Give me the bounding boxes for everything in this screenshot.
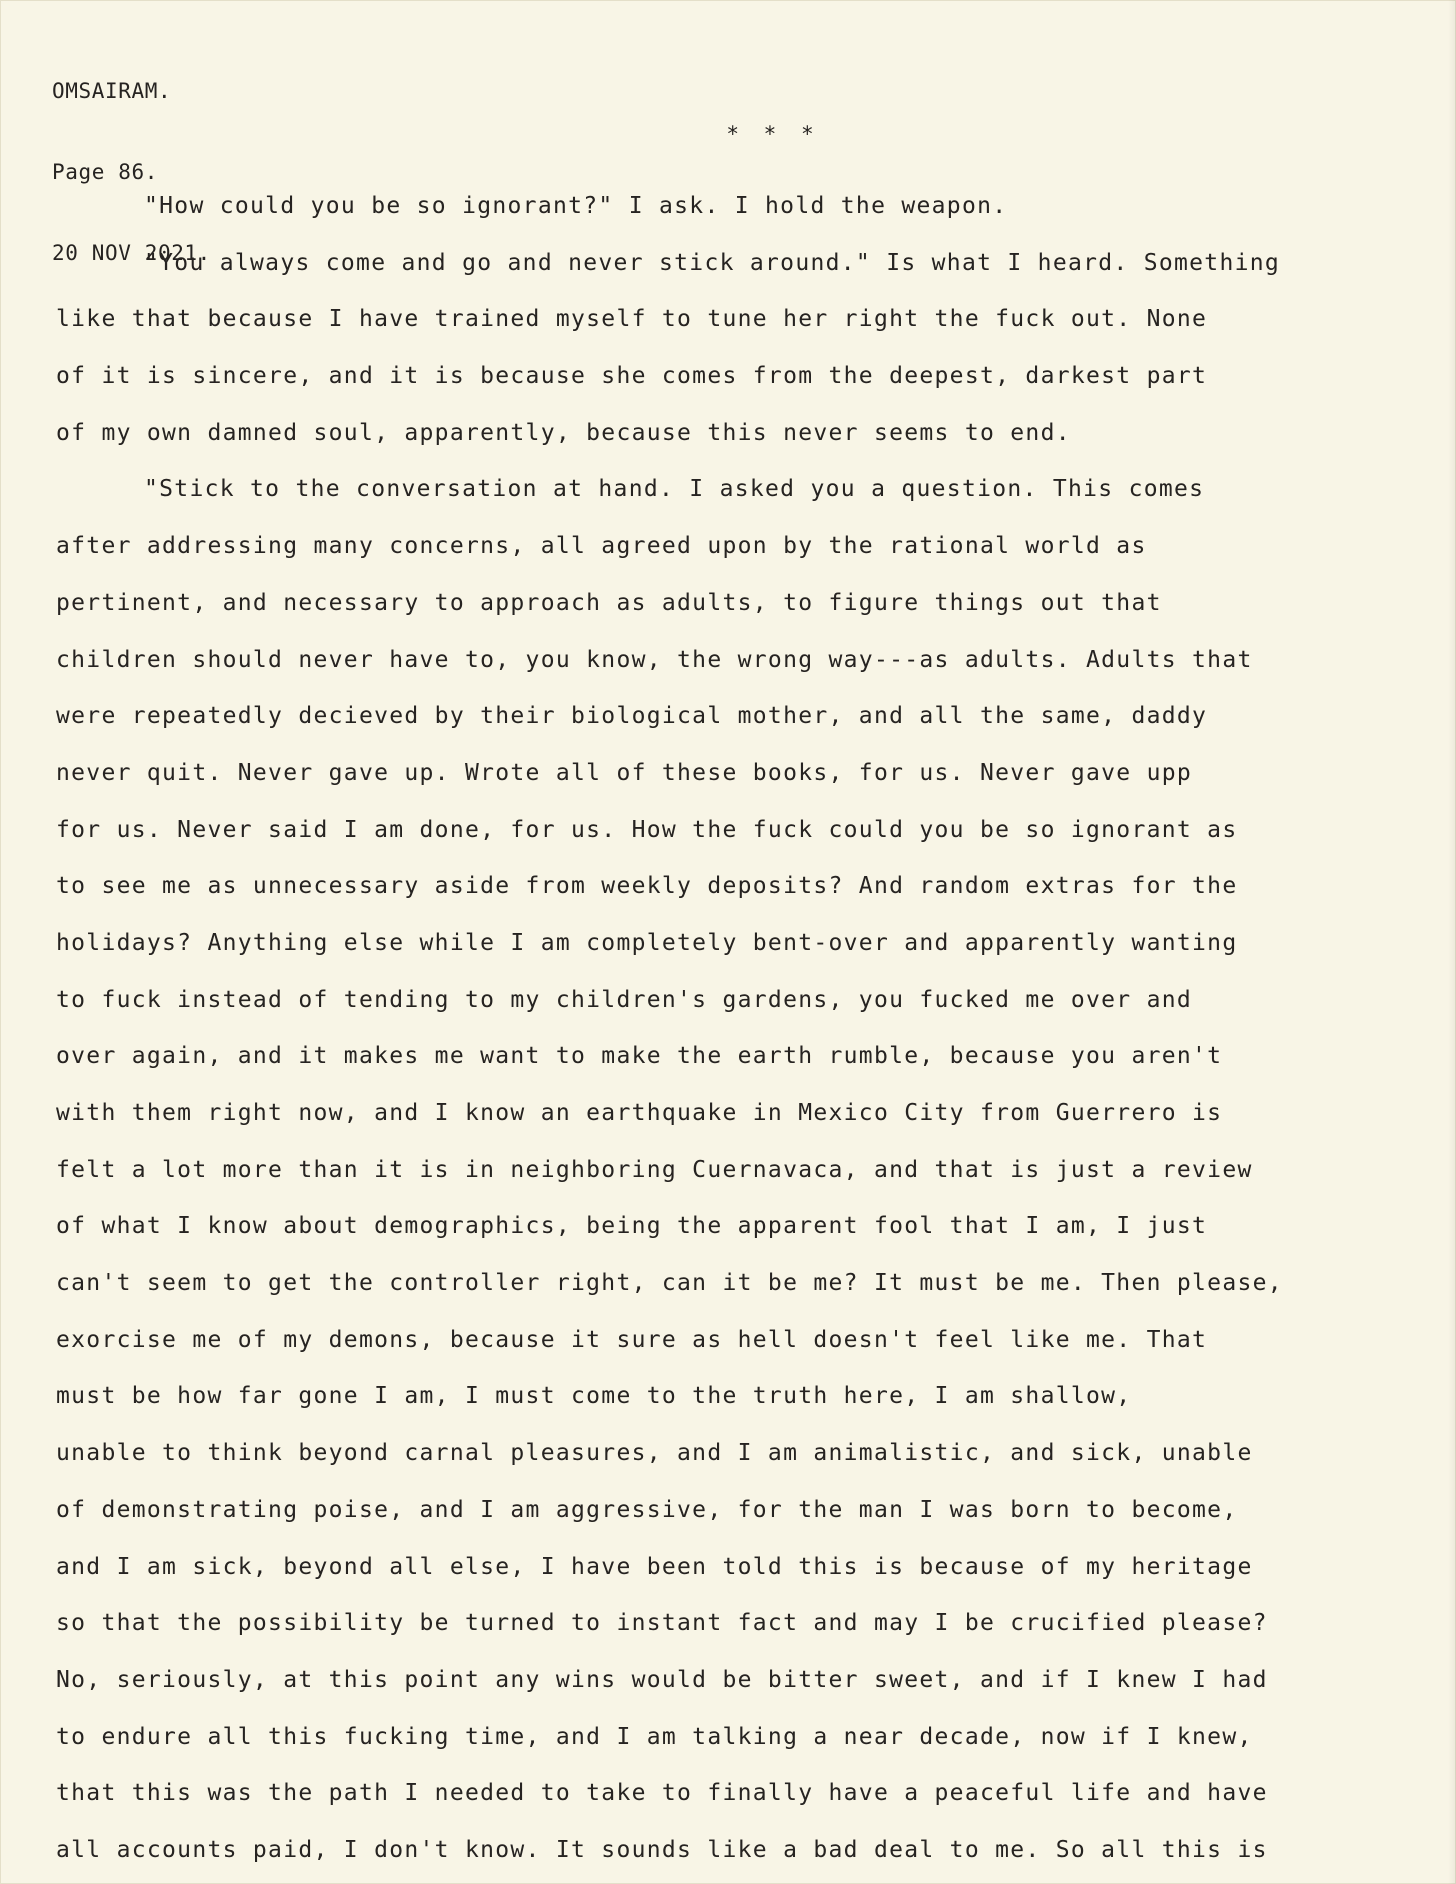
text-line: so that the possibility be turned to instant fact and may I be crucified please? [56,1610,1268,1637]
header-page-number: Page 86. [52,160,158,184]
text-line: of my own damned soul, apparently, because this never seems to end. [56,419,1071,446]
page-edge-shadow [1448,0,1456,1884]
text-line: after addressing many concerns, all agreed upon by the rational world as [56,533,1147,560]
body-text [56,178,1436,1879]
text-line: exorcise me of my demons, because it sure as hell doesn't feel like me. That [56,1326,1208,1353]
text-line: must be how far gone I am, I must come to the truth here, I am shallow, [56,1383,1132,1410]
text-line: all accounts paid, I don't know. It sounds like a bad deal to me. So all this is [56,1836,1268,1863]
text-line: like that because I have trained myself to tune her right the fuck out. None [56,306,1208,333]
header-date: 20 NOV 2021. [52,241,211,265]
text-line: can't seem to get the controller right, can it be me? It must be me. Then please, [56,1270,1283,1297]
text-line: unable to think beyond carnal pleasures, and I am animalistic, and sick, unable [56,1440,1253,1467]
text-line: holidays? Anything else while I am completely bent-over and apparently wanting [56,929,1238,956]
text-line: over again, and it makes me want to make the earth rumble, because you aren't [56,1043,1223,1070]
text-line: of what I know about demographics, being the apparent fool that I am, I just [56,1213,1208,1240]
text-line: to fuck instead of tending to my children's gardens, you fucked me over and [56,986,1193,1013]
text-line: "Stick to the conversation at hand. I asked you a question. This comes [144,476,1205,503]
text-line: for us. Never said I am done, for us. How the fuck could you be so ignorant as [56,816,1238,843]
text-line: with them right now, and I know an earthquake in Mexico City from Guerrero is [56,1100,1223,1126]
text-line: No, seriously, at this point any wins would be bitter sweet, and if I knew I had [56,1666,1268,1693]
text-line: of it is sincere, and it is because she comes from the deepest, darkest part [56,363,1208,390]
text-line: never quit. Never gave up. Wrote all of these books, for us. Never gave upp [56,759,1193,786]
text-line: and I am sick, beyond all else, I have been told this is because of my heritage [56,1553,1253,1580]
section-separator: * * * [726,122,820,146]
text-line: "You always come and go and never stick around." Is what I heard. Something [144,249,1281,276]
text-line: to see me as unnecessary aside from weekly deposits? And random extras for the [56,873,1238,900]
text-line: to endure all this fucking time, and I am talking a near decade, now if I knew, [56,1723,1253,1750]
text-line: "How could you be so ignorant?" I ask. I hold the weapon. [144,193,1008,219]
text-line: children should never have to, you know, the wrong way---as adults. Adults that [56,646,1253,673]
text-line: that this was the path I needed to take to finally have a peaceful life and have [56,1780,1268,1807]
text-line: pertinent, and necessary to approach as adults, to figure things out that [56,589,1162,616]
text-line: felt a lot more than it is in neighboring Cuernavaca, and that is just a review [56,1156,1253,1183]
header-title: OMSAIRAM. [52,79,172,103]
text-line: of demonstrating poise, and I am aggressive, for the man I was born to become, [56,1496,1238,1523]
text-line: were repeatedly decieved by their biological mother, and all the same, daddy [56,703,1208,730]
